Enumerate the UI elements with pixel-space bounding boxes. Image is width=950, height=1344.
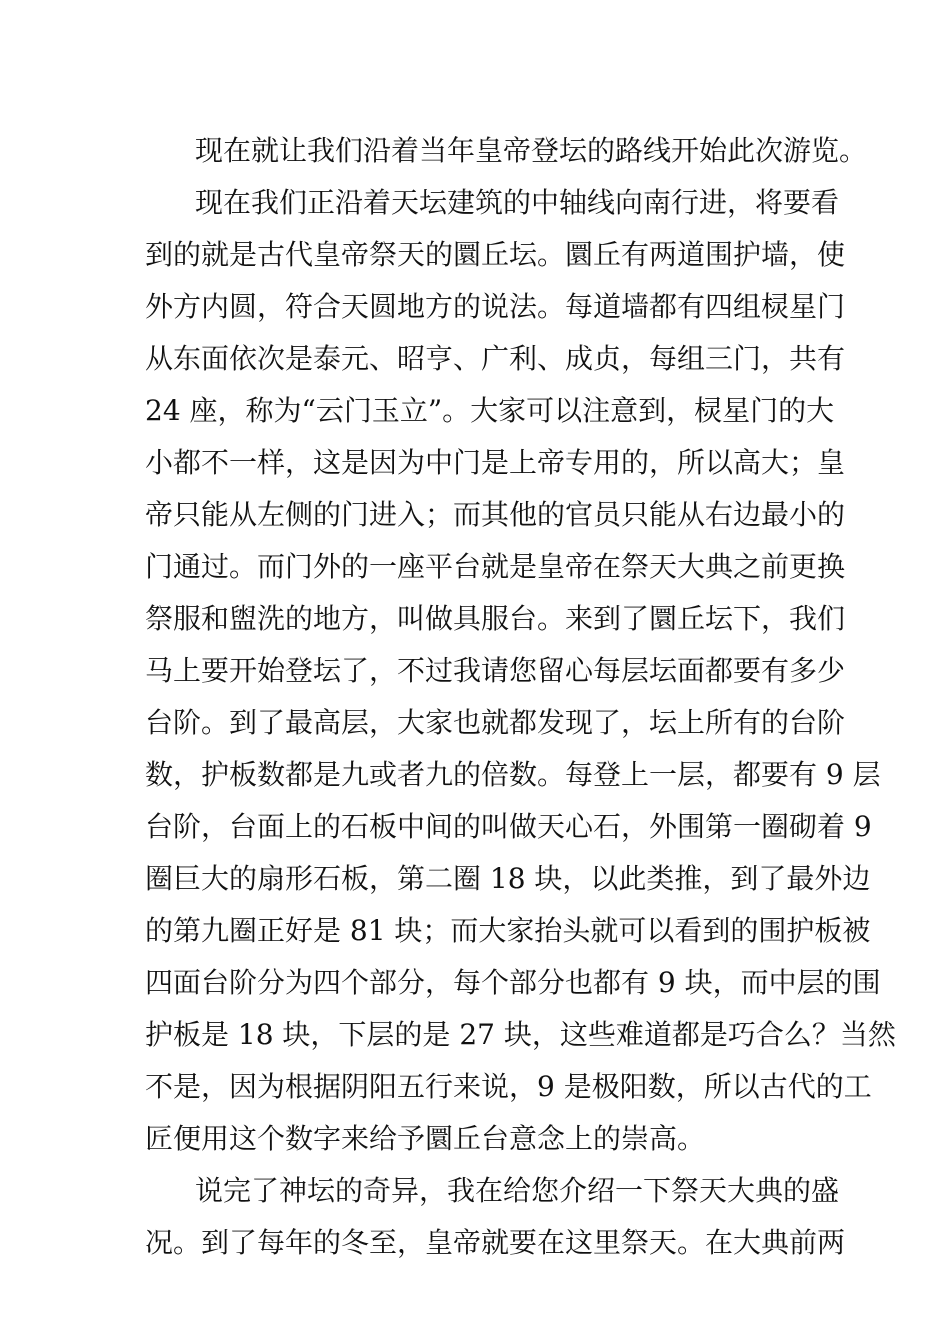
paragraph-1-line-1: 现在就让我们沿着当年皇帝登坛的路线开始此次游览。 [195,134,868,167]
paragraph-2-line-9: 祭服和盥洗的地方，叫做具服台。来到了圜丘坛下，我们 [145,602,846,635]
paragraph-2-line-16: 四面台阶分为四个部分，每个部分也都有 9 块，而中层的围 [145,966,881,999]
paragraph-2-line-6: 小都不一样，这是因为中门是上帝专用的，所以高大；皇 [145,446,846,479]
paragraph-2-line-5: 24 座，称为“云门玉立”。大家可以注意到，棂星门的大 [145,394,835,427]
paragraph-2-line-8: 门通过。而门外的一座平台就是皇帝在祭天大典之前更换 [145,550,846,583]
paragraph-2-line-13: 台阶，台面上的石板中间的叫做天心石，外围第一圈砌着 9 [145,810,872,843]
paragraph-2-line-11: 台阶。到了最高层，大家也就都发现了，坛上所有的台阶 [145,706,846,739]
paragraph-2-line-4: 从东面依次是泰元、昭亨、广利、成贞，每组三门，共有 [145,342,846,375]
paragraph-2-line-18: 不是，因为根据阴阳五行来说，9 是极阳数，所以古代的工 [145,1070,872,1103]
paragraph-3-line-2: 况。到了每年的冬至，皇帝就要在这里祭天。在大典前两 [145,1226,846,1259]
paragraph-2-line-10: 马上要开始登坛了，不过我请您留心每层坛面都要有多少 [145,654,846,687]
paragraph-2-line-1: 现在我们正沿着天坛建筑的中轴线向南行进，将要看 [195,186,840,219]
paragraph-2-line-14: 圈巨大的扇形石板，第二圈 18 块，以此类推，到了最外边 [145,862,871,895]
paragraph-2-line-3: 外方内圆，符合天圆地方的说法。每道墙都有四组棂星门 [145,290,846,323]
paragraph-3-line-1: 说完了神坛的奇异，我在给您介绍一下祭天大典的盛 [195,1174,840,1207]
paragraph-2-line-12: 数，护板数都是九或者九的倍数。每登上一层，都要有 9 层 [145,758,881,791]
paragraph-2-line-2: 到的就是古代皇帝祭天的圜丘坛。圜丘有两道围护墙，使 [145,238,846,271]
paragraph-2-line-15: 的第九圈正好是 81 块；而大家抬头就可以看到的围护板被 [145,914,871,947]
paragraph-2-line-19: 匠便用这个数字来给予圜丘台意念上的崇高。 [145,1122,706,1155]
paragraph-2-line-17: 护板是 18 块，下层的是 27 块，这些难道都是巧合么？当然 [145,1018,896,1051]
paragraph-2-line-7: 帝只能从左侧的门进入；而其他的官员只能从右边最小的 [145,498,846,531]
